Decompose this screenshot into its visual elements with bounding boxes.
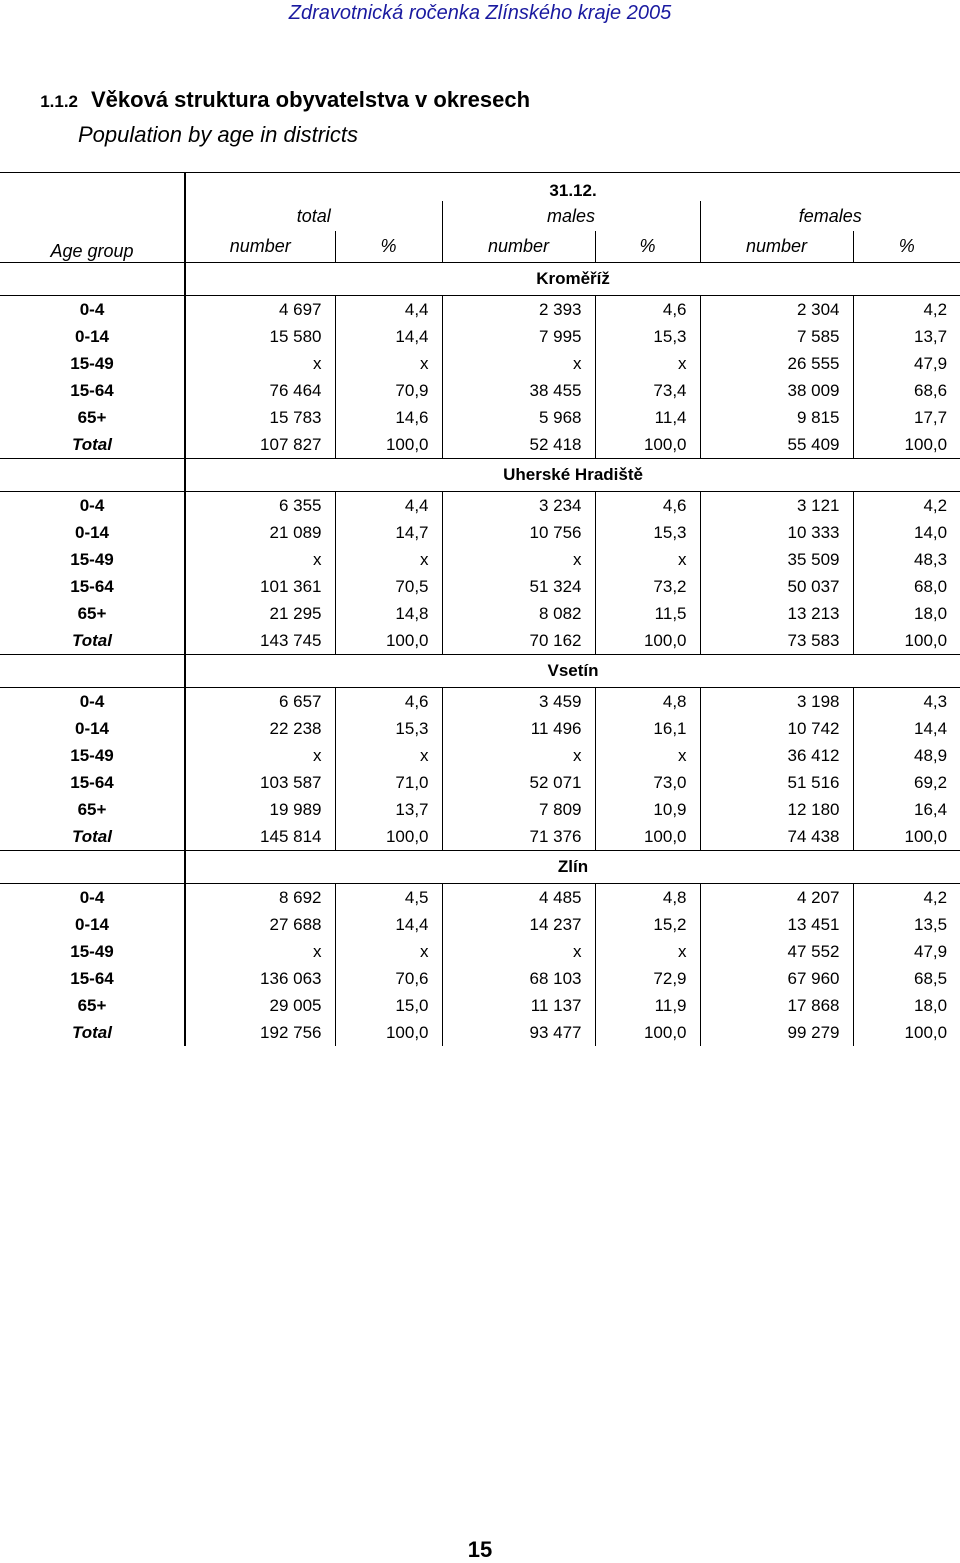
age-group-label: 0-4 (0, 296, 185, 324)
table-cell: 13 213 (700, 600, 853, 627)
table-row (0, 350, 960, 377)
table-cell: 73,2 (595, 573, 700, 600)
table-cell: 5 968 (442, 404, 595, 431)
age-group-label: 65+ (0, 796, 185, 823)
table-cell: 99 279 (700, 1019, 853, 1046)
table-cell: 15,3 (335, 715, 442, 742)
table-cell: 18,0 (853, 600, 960, 627)
table-cell: 100,0 (853, 823, 960, 851)
table-cell: 17 868 (700, 992, 853, 1019)
table-cell: 15 783 (269, 407, 322, 427)
table-cell: 4,5 (335, 884, 442, 912)
age-group-label: 15-64 (0, 573, 185, 600)
table-cell: 35 509 (700, 546, 853, 573)
table-cell: 47,9 (853, 350, 960, 377)
table-row (0, 323, 960, 350)
page-number: 15 (467, 1537, 493, 1562)
table-cell: 100,0 (853, 1019, 960, 1046)
table-cell: 19 989 (269, 799, 322, 819)
table-cell: 6 355 (185, 492, 335, 520)
district-name: Kroměříž (185, 263, 960, 296)
table-cell: x (595, 938, 700, 965)
table-cell: x (442, 350, 595, 377)
age-group-label: 0-14 (0, 715, 185, 742)
table-cell: 4,8 (595, 884, 700, 912)
table-cell: 7 809 (442, 796, 595, 823)
table-row (0, 404, 960, 431)
table-cell: 7 585 (700, 323, 853, 350)
subheader-males-percent: % (595, 231, 700, 263)
table-cell: 15 580 (269, 326, 322, 346)
table-cell: 10,9 (595, 796, 700, 823)
table-row (0, 884, 960, 912)
table-cell: 3 121 (700, 492, 853, 520)
table-cell: 72,9 (595, 965, 700, 992)
table-cell: 11,9 (595, 992, 700, 1019)
table-cell: 68,5 (853, 965, 960, 992)
section-title-cz: Věková struktura obyvatelstva v okresech (91, 87, 531, 112)
table-cell: 11,5 (595, 600, 700, 627)
table-cell: 107 827 (260, 434, 322, 454)
table-cell: 15,2 (595, 911, 700, 938)
table-row (0, 600, 960, 627)
table-row (0, 431, 960, 459)
age-group-label: 0-14 (0, 519, 185, 546)
table-cell: 17,7 (853, 404, 960, 431)
age-group-label: 15-49 (0, 350, 185, 377)
age-group-label: 0-14 (0, 911, 185, 938)
table-cell: x (442, 938, 595, 965)
table-cell: 101 361 (260, 576, 322, 596)
table-cell: 3 459 (442, 688, 595, 716)
table-row (0, 769, 960, 796)
table-cell: x (335, 350, 442, 377)
group-header-females: females (700, 201, 960, 231)
table-cell: x (335, 742, 442, 769)
table-cell: x (313, 745, 322, 765)
table-cell: 73,4 (595, 377, 700, 404)
table-cell: 13 451 (700, 911, 853, 938)
table-cell: 100,0 (595, 431, 700, 459)
table-cell: 16,4 (853, 796, 960, 823)
table-cell: 143 745 (260, 630, 322, 650)
district-label-spacer (0, 263, 185, 296)
table-cell: 4,2 (853, 884, 960, 912)
section-heading (8, 87, 530, 113)
table-row (0, 965, 960, 992)
table-cell: 9 815 (700, 404, 853, 431)
table-cell: 69,2 (853, 769, 960, 796)
table-cell: 14,4 (853, 715, 960, 742)
table-row (0, 377, 960, 404)
table-cell: 14,8 (335, 600, 442, 627)
table-cell: 70,5 (335, 573, 442, 600)
age-group-header: Age group (0, 173, 185, 263)
table-cell: 4 485 (442, 884, 595, 912)
district-header-row (0, 459, 960, 492)
table-cell: 6 657 (185, 688, 335, 716)
table-cell: 14,6 (335, 404, 442, 431)
table-cell: 2 393 (442, 296, 595, 324)
age-structure-table (0, 172, 960, 1046)
table-cell: 100,0 (335, 1019, 442, 1046)
table-cell: 3 234 (442, 492, 595, 520)
table-row (0, 519, 960, 546)
table-cell: 14 237 (442, 911, 595, 938)
table-cell: 10 333 (700, 519, 853, 546)
table-cell: 73,0 (595, 769, 700, 796)
age-group-label: 65+ (0, 404, 185, 431)
table-cell: 13,7 (335, 796, 442, 823)
table-cell: 100,0 (853, 431, 960, 459)
table-cell: x (442, 546, 595, 573)
table-cell: 70,6 (335, 965, 442, 992)
table-cell: 14,0 (853, 519, 960, 546)
table-cell: 67 960 (700, 965, 853, 992)
table-cell: 15,0 (335, 992, 442, 1019)
table-cell: 36 412 (700, 742, 853, 769)
table-cell: 4,4 (335, 492, 442, 520)
table-cell: 68,0 (853, 573, 960, 600)
table-cell: 73 583 (700, 627, 853, 655)
subheader-males-number: number (442, 231, 595, 263)
table-cell: 51 324 (442, 573, 595, 600)
table-cell: 70,9 (335, 377, 442, 404)
table-cell: 68,6 (853, 377, 960, 404)
table-cell: 52 418 (442, 431, 595, 459)
table-row (0, 573, 960, 600)
subheader-females-number: number (700, 231, 853, 263)
table-cell: 3 198 (700, 688, 853, 716)
table-cell: 12 180 (700, 796, 853, 823)
age-group-label: 0-4 (0, 492, 185, 520)
table-cell: 100,0 (335, 627, 442, 655)
table-cell: 15,3 (595, 519, 700, 546)
age-group-label: 15-49 (0, 938, 185, 965)
table-cell: 38 455 (442, 377, 595, 404)
district-name: Zlín (185, 851, 960, 884)
group-header-total: total (296, 205, 331, 226)
table-cell: 52 071 (442, 769, 595, 796)
age-group-label: 15-49 (0, 546, 185, 573)
table-cell: 4 207 (700, 884, 853, 912)
table-cell: x (335, 546, 442, 573)
table-cell: 38 009 (700, 377, 853, 404)
table-cell: 15,3 (595, 323, 700, 350)
table-cell: 100,0 (335, 431, 442, 459)
table-cell: x (335, 938, 442, 965)
table-cell: x (313, 549, 322, 569)
age-group-label: 15-64 (0, 377, 185, 404)
age-group-label: Total (0, 431, 185, 459)
age-group-label: 15-64 (0, 965, 185, 992)
table-row (0, 688, 960, 716)
table-cell: 192 756 (260, 1022, 322, 1042)
age-group-label: 65+ (0, 600, 185, 627)
table-cell: 74 438 (700, 823, 853, 851)
age-group-label: 15-49 (0, 742, 185, 769)
table-cell: 13,7 (853, 323, 960, 350)
table-row (0, 938, 960, 965)
table-row (0, 911, 960, 938)
district-label-spacer (0, 459, 185, 492)
table-cell: 22 238 (269, 718, 322, 738)
age-group-label: 0-4 (0, 688, 185, 716)
table-cell: 11 137 (442, 992, 595, 1019)
section-number: 1.1.2 (40, 92, 78, 111)
table-cell: 136 063 (260, 968, 322, 988)
table-cell: 14,4 (335, 911, 442, 938)
section-title-en: Population by age in districts (78, 122, 359, 147)
table-cell: 11 496 (442, 715, 595, 742)
age-group-label: 0-14 (0, 323, 185, 350)
table-cell: 71,0 (335, 769, 442, 796)
table-cell: 48,3 (853, 546, 960, 573)
table-row (0, 492, 960, 520)
table-cell: 16,1 (595, 715, 700, 742)
age-group-label: 65+ (0, 992, 185, 1019)
table-body (0, 263, 960, 1047)
age-group-label: Total (0, 627, 185, 655)
table-cell: 71 376 (442, 823, 595, 851)
table-cell: 4,6 (595, 492, 700, 520)
table-cell: 4,3 (853, 688, 960, 716)
district-label-spacer (0, 851, 185, 884)
district-header-row (0, 263, 960, 296)
table-cell: 18,0 (853, 992, 960, 1019)
district-header-row (0, 655, 960, 688)
table-cell: 70 162 (442, 627, 595, 655)
table-cell: x (595, 350, 700, 377)
table-cell: x (442, 742, 595, 769)
district-name: Uherské Hradiště (185, 459, 960, 492)
table-row (0, 546, 960, 573)
table-cell: 100,0 (595, 1019, 700, 1046)
table-cell: 4,4 (335, 296, 442, 324)
table-cell: 10 756 (442, 519, 595, 546)
table-cell: 14,4 (335, 323, 442, 350)
table-cell: 51 516 (700, 769, 853, 796)
table-row (0, 296, 960, 324)
table-cell: x (595, 546, 700, 573)
table-cell: 4,6 (335, 688, 442, 716)
table-cell: x (595, 742, 700, 769)
table-row (0, 715, 960, 742)
table-cell: 27 688 (269, 914, 322, 934)
table-cell: 4 697 (185, 296, 335, 324)
table-cell: 100,0 (335, 823, 442, 851)
table-cell: 103 587 (260, 772, 322, 792)
table-cell: 55 409 (700, 431, 853, 459)
table-cell: 14,7 (335, 519, 442, 546)
district-label-spacer (0, 655, 185, 688)
table-cell: 4,8 (595, 688, 700, 716)
age-group-label: 15-64 (0, 769, 185, 796)
table-cell: 4,6 (595, 296, 700, 324)
table-cell: 13,5 (853, 911, 960, 938)
subheader-total-percent: % (335, 231, 442, 263)
document-header-title: Zdravotnická ročenka Zlínského kraje 2005 (288, 2, 672, 24)
district-header-row (0, 851, 960, 884)
table-cell: 47,9 (853, 938, 960, 965)
table-cell: 29 005 (269, 995, 322, 1015)
table-row (0, 1019, 960, 1046)
table-cell: 100,0 (595, 823, 700, 851)
table-row (0, 796, 960, 823)
age-group-label: 0-4 (0, 884, 185, 912)
table-cell: 76 464 (269, 380, 322, 400)
table-cell: 21 295 (269, 603, 322, 623)
district-name: Vsetín (185, 655, 960, 688)
table-cell: 145 814 (260, 826, 322, 846)
table-cell: 93 477 (442, 1019, 595, 1046)
table-row (0, 627, 960, 655)
date-header: 31.12. (185, 173, 960, 202)
age-structure-table-container (0, 172, 960, 1046)
table-cell: 100,0 (853, 627, 960, 655)
table-cell: 21 089 (269, 522, 322, 542)
subheader-total-number: number (229, 236, 291, 256)
table-cell: 8 082 (442, 600, 595, 627)
table-cell: x (313, 353, 322, 373)
table-cell: 2 304 (700, 296, 853, 324)
table-cell: 100,0 (595, 627, 700, 655)
table-cell: 4,2 (853, 296, 960, 324)
table-cell: x (313, 941, 322, 961)
age-group-label: Total (0, 1019, 185, 1046)
table-cell: 10 742 (700, 715, 853, 742)
table-cell: 48,9 (853, 742, 960, 769)
table-row (0, 823, 960, 851)
table-cell: 26 555 (700, 350, 853, 377)
table-row (0, 742, 960, 769)
table-cell: 11,4 (595, 404, 700, 431)
table-cell: 4,2 (853, 492, 960, 520)
table-cell: 47 552 (700, 938, 853, 965)
table-cell: 8 692 (185, 884, 335, 912)
group-header-males: males (442, 201, 700, 231)
subheader-females-percent: % (853, 231, 960, 263)
table-cell: 68 103 (442, 965, 595, 992)
age-group-label: Total (0, 823, 185, 851)
table-cell: 7 995 (442, 323, 595, 350)
table-cell: 50 037 (700, 573, 853, 600)
table-row (0, 992, 960, 1019)
